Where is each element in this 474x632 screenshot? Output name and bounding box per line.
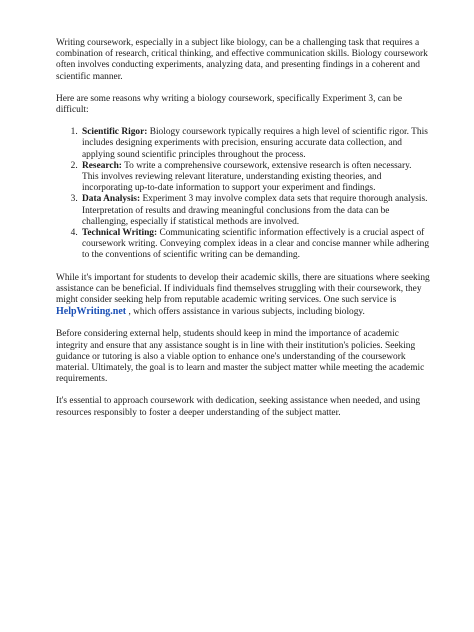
intro-paragraph: Writing coursework, especially in a subject like biology, can be a challenging task that requires a combination of research, critical thinking, and effective communication skills. Biology coursework often involves conducting experiments, analyzing data, and presenting findings in a coherent and scientific manner. [56, 38, 428, 82]
document-page [56, 38, 430, 430]
list-item [80, 127, 430, 161]
reason-term: Technical Writing: [82, 228, 158, 239]
reason-text: Experiment 3 may involve complex data sets that require thorough analysis. Interpretation of results and drawing meaningful conclusions from the data can be challenging, especially if statistical methods are involved. [82, 194, 428, 227]
reason-text: To write a comprehensive coursework, extensive research is often necessary. This involves reviewing relevant literature, understanding existing theories, and incorporating up-to-date information to support your experiment and findings. [82, 160, 412, 194]
reasons-list [56, 127, 430, 261]
list-item [80, 194, 430, 228]
reason-term: Research: [82, 160, 122, 171]
help-paragraph [56, 273, 430, 319]
helpwriting-link[interactable]: HelpWriting.net [56, 306, 127, 318]
reasons-intro-paragraph: Here are some reasons why writing a biology coursework, specifically Experiment 3, can be difficult: [56, 93, 402, 116]
reason-term: Scientific Rigor: [82, 127, 148, 138]
list-item [80, 228, 430, 262]
list-item [80, 161, 430, 195]
reason-term: Data Analysis: [82, 194, 141, 205]
reason-text: Biology coursework typically requires a high level of scientific rigor. This includes designing experiments with precision, ensuring accurate data collection, and applying sound scientific principles throughout the process. [82, 127, 428, 160]
conclusion-paragraph: It's essential to approach coursework with dedication, seeking assistance when needed, and using resources responsibly to foster a deeper understanding of the subject matter. [56, 396, 421, 418]
help-paragraph-tail: , which offers assistance in various subjects, including biology. [126, 307, 365, 318]
help-paragraph-text: While it's important for students to develop their academic skills, there are situations where seeking assistance can be beneficial. If individuals find themselves struggling with their coursework, they might consider seeking help from reputable academic writing services. One such service is [56, 272, 430, 306]
reason-text: Communicating scientific information effectively is a crucial aspect of coursework writing. Conveying complex ideas in a clear and concise manner while adhering to the conventions of scientific writing can be demanding. [82, 228, 430, 261]
integrity-paragraph: Before considering external help, students should keep in mind the importance of academic integrity and ensure that any assistance sought is in line with their institution's policies. Seeking guidance or tutoring is also a viable option to enhance one's understanding of the coursework material. Ultimately, the goal is to learn and master the subject matter while meeting the academic requirements. [56, 329, 425, 385]
